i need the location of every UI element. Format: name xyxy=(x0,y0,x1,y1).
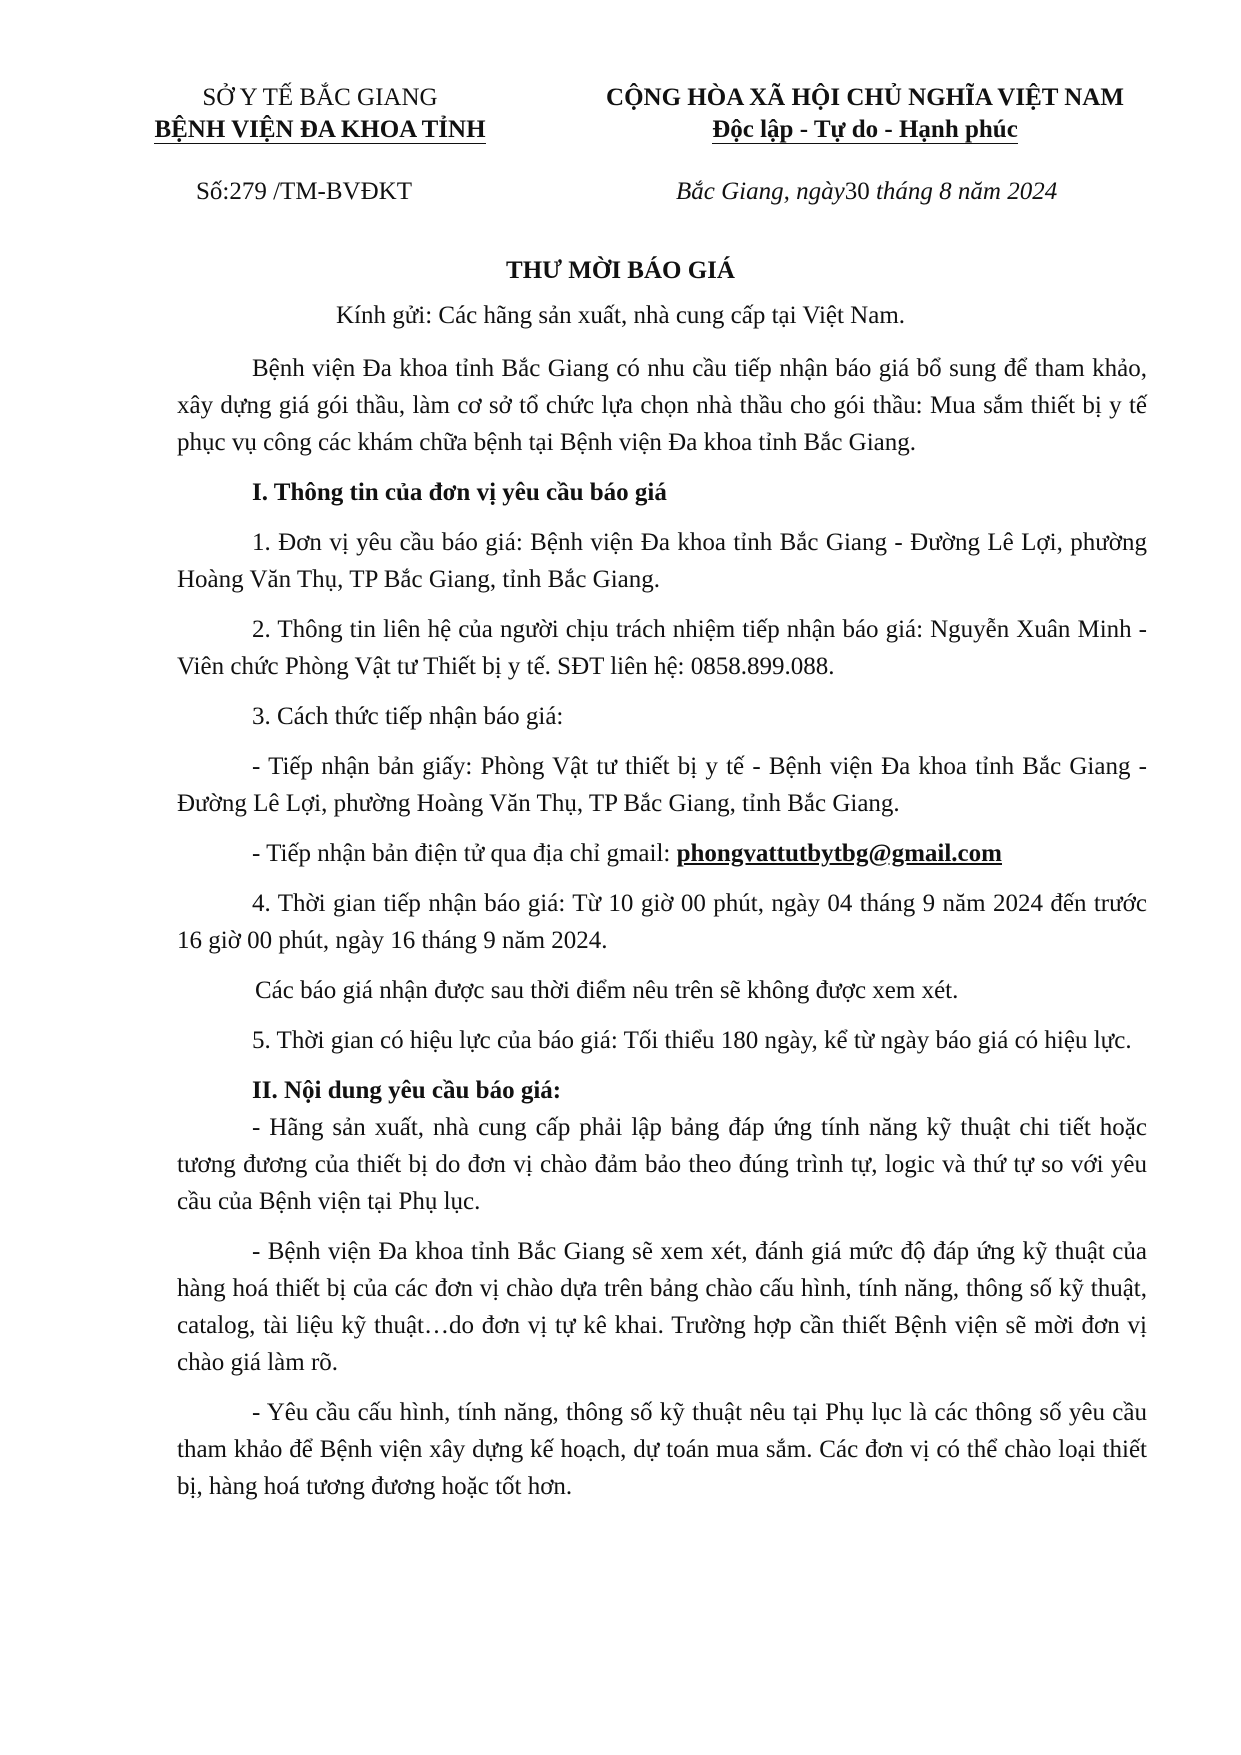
ref-number: 279 xyxy=(229,178,267,205)
date-day: 30 xyxy=(844,178,870,205)
section-1-item-4: 4. Thời gian tiếp nhận báo giá: Từ 10 giờ 00 phút, ngày 04 tháng 9 năm 2024 đến trước 16 giờ 00 phút, ngày 16 tháng 9 năm 2024. xyxy=(177,890,1147,954)
motto: Độc lập - Tự do - Hạnh phúc xyxy=(712,116,1018,143)
salutation: Kính gửi: Các hãng sản xuất, nhà cung cấp tại Việt Nam. xyxy=(335,302,906,329)
section-1-item-3b xyxy=(177,835,1147,872)
section-1-item-4-note: Các báo giá nhận được sau thời điểm nêu trên sẽ không được xem xét. xyxy=(255,977,959,1004)
issuer-hospital: BỆNH VIỆN ĐA KHOA TỈNH xyxy=(154,116,486,143)
section-1-heading: I. Thông tin của đơn vị yêu cầu báo giá xyxy=(252,479,667,506)
ref-suffix: /TM-BVĐKT xyxy=(266,178,412,205)
section-2-para-2: - Bệnh viện Đa khoa tỉnh Bắc Giang sẽ xem xét, đánh giá mức độ đáp ứng kỹ thuật của hàng hoá thiết bị của các đơn vị chào dựa trên bảng chào cấu hình, tính năng, thông số kỹ thuật, catalog, tài liệu kỹ thuật…do đơn vị tự kê khai. Trường hợp cần thiết Bệnh viện sẽ mời đơn vị chào giá làm rõ. xyxy=(177,1238,1147,1376)
issue-date xyxy=(676,176,1057,208)
ref-prefix: Số: xyxy=(196,178,230,205)
issuer-block xyxy=(130,82,510,146)
country-name: CỘNG HÒA XÃ HỘI CHỦ NGHĨA VIỆT NAM xyxy=(606,84,1124,111)
date-rest: tháng 8 năm 2024 xyxy=(869,178,1058,205)
email-label: - Tiếp nhận bản điện tử qua địa chỉ gmail: xyxy=(252,840,677,867)
section-2-para-1: - Hãng sản xuất, nhà cung cấp phải lập bảng đáp ứng tính năng kỹ thuật chi tiết hoặc tương đương của thiết bị do đơn vị chào đảm bảo theo đúng trình tự, logic và thứ tự so với yêu cầu của Bệnh viện tại Phụ lục. xyxy=(177,1114,1147,1215)
intro-paragraph: Bệnh viện Đa khoa tỉnh Bắc Giang có nhu cầu tiếp nhận báo giá bổ sung để tham khảo, xây dựng giá gói thầu, làm cơ sở tổ chức lựa chọn nhà thầu cho gói thầu: Mua sắm thiết bị y tế phục vụ công các khám chữa bệnh tại Bệnh viện Đa khoa tỉnh Bắc Giang. xyxy=(177,355,1147,456)
section-1-item-5: 5. Thời gian có hiệu lực của báo giá: Tối thiểu 180 ngày, kể từ ngày báo giá có hiệu lực. xyxy=(252,1027,1132,1054)
section-1-item-3: 3. Cách thức tiếp nhận báo giá: xyxy=(252,703,564,730)
section-2-heading: II. Nội dung yêu cầu báo giá: xyxy=(252,1077,562,1104)
section-1-item-1: 1. Đơn vị yêu cầu báo giá: Bệnh viện Đa khoa tỉnh Bắc Giang - Đường Lê Lợi, phường Hoàng Văn Thụ, TP Bắc Giang, tỉnh Bắc Giang. xyxy=(177,529,1147,593)
national-motto-block xyxy=(585,82,1145,146)
issuer-department: SỞ Y TẾ BẮC GIANG xyxy=(202,84,438,111)
reference-number xyxy=(196,176,412,208)
section-2-para-3: - Yêu cầu cấu hình, tính năng, thông số kỹ thuật nêu tại Phụ lục là các thông số yêu cầu tham khảo để Bệnh viện xây dựng kế hoạch, dự toán mua sắm. Các đơn vị có thể chào loại thiết bị, hàng hoá tương đương hoặc tốt hơn. xyxy=(177,1399,1147,1500)
section-1-item-2: 2. Thông tin liên hệ của người chịu trách nhiệm tiếp nhận báo giá: Nguyễn Xuân Minh - Viên chức Phòng Vật tư Thiết bị y tế. SĐT liên hệ: 0858.899.088. xyxy=(177,616,1147,680)
document-body xyxy=(177,350,1147,1505)
date-prefix: Bắc Giang, ngày xyxy=(676,178,845,205)
document-title: THƯ MỜI BÁO GIÁ xyxy=(506,257,735,284)
section-1-item-3a: - Tiếp nhận bản giấy: Phòng Vật tư thiết bị y tế - Bệnh viện Đa khoa tỉnh Bắc Giang - Đường Lê Lợi, phường Hoàng Văn Thụ, TP Bắc Giang, tỉnh Bắc Giang. xyxy=(177,753,1147,817)
email-link[interactable]: phongvattutbytbg@gmail.com xyxy=(676,840,1002,867)
